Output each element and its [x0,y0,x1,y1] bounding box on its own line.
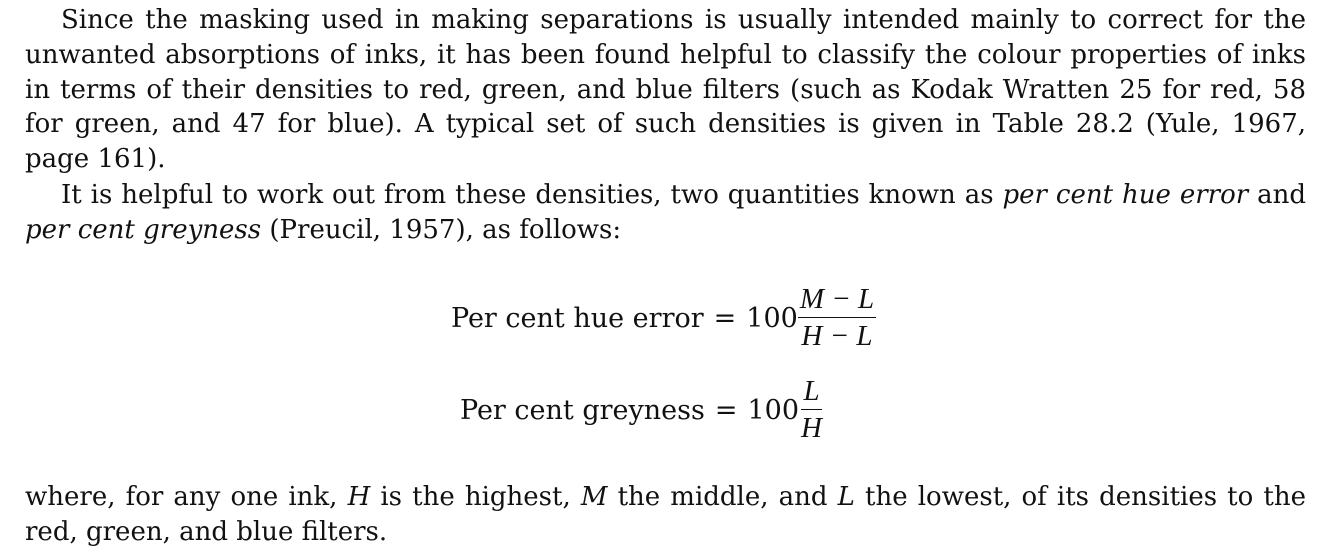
fraction [798,284,876,352]
variable-m: M [580,482,608,512]
equals-sign: = [714,394,738,426]
paragraph-definitions [25,480,1306,550]
paragraph-text: the middle, and [607,482,838,512]
equation-greyness [460,376,824,444]
equals-sign: = [713,302,737,334]
paragraph-text: is the highest, [370,482,581,512]
equation-hue-error [451,284,876,352]
fraction [799,376,824,444]
paragraph-masking-intro: Since the masking used in making separations is usually intended mainly to correct for the unwanted absorptions of inks, it has been found helpful to classify the colour properties of inks in terms of their densities to red, green, and blue filters (such as Kodak Wratten 25 for red, 58 for green, and 47 for blue). A typical set of such densities is given in Table 28.2 (Yule, 1967, page 161). [25,5,1306,175]
variable-l: L [837,482,855,512]
fraction-denominator: H − L [801,320,873,352]
fraction-numerator: L [801,376,821,410]
equation-label: Per cent greyness [460,394,705,426]
paragraph-text: (Preucil, 1957), as follows: [261,214,622,245]
term-per-cent-hue-error: per cent hue error [1002,180,1249,210]
paragraph-text: where, for any one ink, [25,482,348,512]
term-per-cent-greyness: per cent greyness [25,214,262,245]
paragraph-text: It is helpful to work out from these densities, two quantities known as [61,180,1003,210]
equation-label: Per cent hue error [451,302,704,334]
paragraph-text: and [1248,180,1306,210]
variable-h: H [347,482,371,512]
paragraph-quantities [25,178,1306,248]
equation-coefficient: 100 [747,394,800,426]
paragraph-text: the lowest, of its densities to the red, green, and blue filters. [25,482,1306,547]
equation-coefficient: 100 [746,302,798,334]
fraction-numerator: M − L [798,284,876,318]
fraction-denominator: H [801,412,822,444]
